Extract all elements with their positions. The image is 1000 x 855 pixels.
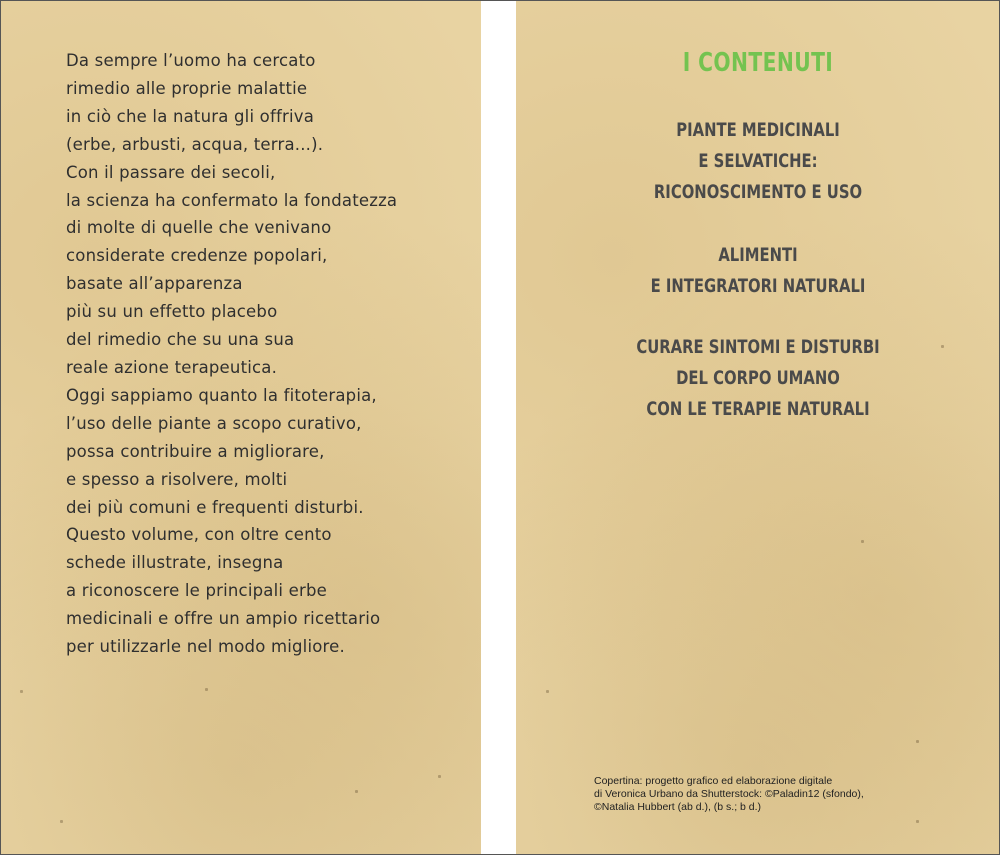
text-line: Da sempre l’uomo ha cercato xyxy=(66,51,316,70)
text-line: Con il passare dei secoli, xyxy=(66,162,276,182)
paper-speck xyxy=(916,740,919,743)
text-line: Oggi sappiamo quanto la fitoterapia, xyxy=(66,385,377,405)
contents-section-remedies xyxy=(569,332,947,425)
text-line: considerate credenze popolari, xyxy=(66,246,328,266)
text-line: (erbe, arbusti, acqua, terra...). xyxy=(66,134,324,154)
cover-credits xyxy=(594,775,914,814)
contents-section-plants xyxy=(569,115,947,208)
text-line: più su un effetto placebo xyxy=(66,302,278,322)
paper-speck xyxy=(861,540,864,543)
text-line: a riconoscere le principali erbe xyxy=(66,581,327,601)
left-page xyxy=(0,0,481,855)
text-line: rimedio alle proprie malattie xyxy=(66,78,308,98)
right-page xyxy=(516,0,1000,855)
contents-section-foods xyxy=(569,240,947,302)
text-line: l’uso delle piante a scopo curativo, xyxy=(66,413,362,433)
text-line: del rimedio che su una sua xyxy=(66,330,295,350)
section-line: RICONOSCIMENTO E USO xyxy=(653,181,863,203)
text-line: schede illustrate, insegna xyxy=(66,553,284,573)
paper-speck xyxy=(205,688,208,691)
paper-speck xyxy=(355,790,358,793)
paper-speck xyxy=(438,775,441,778)
section-line: CURARE SINTOMI E DISTURBI xyxy=(636,336,880,358)
section-line: E INTEGRATORI NATURALI xyxy=(650,275,866,297)
text-line: basate all’apparenza xyxy=(66,274,243,294)
text-line: medicinali e offre un ampio ricettario xyxy=(66,609,381,629)
section-line: E SELVATICHE: xyxy=(698,150,818,172)
text-line: in ciò che la natura gli offriva xyxy=(66,106,315,126)
text-line: dei più comuni e frequenti disturbi. xyxy=(66,497,364,517)
text-line: Questo volume, con oltre cento xyxy=(66,525,332,545)
credit-line: ©Natalia Hubbert (ab d.), (b s.; b d.) xyxy=(594,801,762,813)
text-line: di molte di quelle che venivano xyxy=(66,218,332,238)
text-line: reale azione terapeutica. xyxy=(66,357,278,377)
section-line: ALIMENTI xyxy=(718,244,798,266)
text-line: per utilizzarle nel modo migliore. xyxy=(66,637,345,657)
text-line: e spesso a risolvere, molti xyxy=(66,469,288,489)
section-line: DEL CORPO UMANO xyxy=(676,367,840,389)
section-line: CON LE TERAPIE NATURALI xyxy=(646,398,870,420)
credit-line: Copertina: progetto grafico ed elaborazione digitale xyxy=(594,775,833,787)
section-line: PIANTE MEDICINALI xyxy=(676,119,840,141)
text-line: la scienza ha confermato la fondatezza xyxy=(66,190,398,210)
paper-speck xyxy=(546,690,549,693)
credit-line: di Veronica Urbano da Shutterstock: ©Paladin12 (sfondo), xyxy=(594,788,864,800)
text-line: possa contribuire a migliorare, xyxy=(66,441,325,461)
paper-speck xyxy=(916,820,919,823)
paper-speck xyxy=(20,690,23,693)
contents-heading: I CONTENUTI xyxy=(682,48,834,78)
intro-text xyxy=(66,47,466,661)
paper-speck xyxy=(60,820,63,823)
